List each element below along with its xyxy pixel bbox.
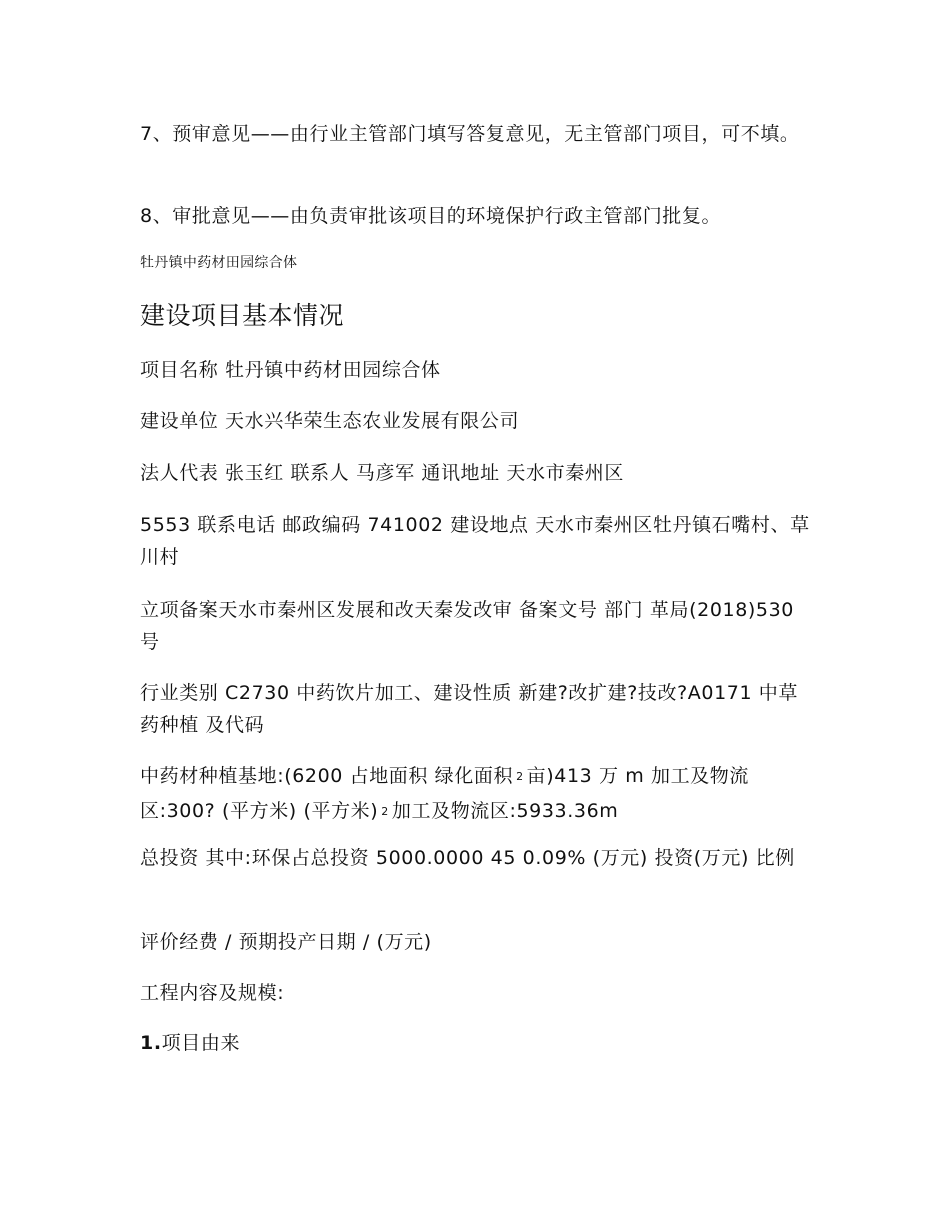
- area-text-1: 中药材种植基地:(6200 占地面积 绿化面积: [140, 765, 514, 787]
- area-superscript-1: 2: [516, 770, 524, 783]
- eval-fee-row: 评价经费 / 预期投产日期 / (万元): [140, 931, 432, 953]
- area-row: [140, 760, 810, 830]
- section-title: 建设项目基本情况: [140, 301, 345, 330]
- area-text-3: 加工及物流区:5933.36m: [391, 800, 619, 822]
- item-1-number: 1.: [140, 1032, 162, 1054]
- filing-row: 立项备案天水市秦州区发展和改天秦发改审 备案文号 部门 革局(2018)530 号: [140, 599, 794, 653]
- scope-heading: 工程内容及规模:: [140, 982, 285, 1004]
- item-1-text: 项目由来: [161, 1032, 241, 1054]
- project-name-row: 项目名称 牡丹镇中药材田园综合体: [140, 359, 441, 381]
- area-text-2: 亩)413 万 m 加工及物流区:300? (平方米) (平方米): [140, 765, 749, 822]
- area-superscript-2: 2: [381, 805, 389, 818]
- legal-rep-row: 法人代表 张玉红 联系人 马彦军 通讯地址 天水市秦州区: [140, 462, 624, 484]
- investment-row: 总投资 其中:环保占总投资 5000.0000 45 0.09% (万元) 投资(万元) 比例: [140, 847, 795, 869]
- industry-row: 行业类别 C2730 中药饮片加工、建设性质 新建?改扩建?技改?A0171 中草药种植 及代码: [140, 682, 798, 736]
- item-1-heading: [140, 1027, 810, 1059]
- project-caption: 牡丹镇中药材田园综合体: [140, 255, 298, 271]
- phone-location-row: 5553 联系电话 邮政编码 741002 建设地点 天水市秦州区牡丹镇石嘴村、草川村: [140, 514, 810, 568]
- builder-row: 建设单位 天水兴华荣生态农业发展有限公司: [140, 410, 520, 432]
- note-7: 7、预审意见——由行业主管部门填写答复意见，无主管部门项目，可不填。: [140, 123, 800, 145]
- note-8: 8、审批意见——由负责审批该项目的环境保护行政主管部门批复。: [140, 205, 722, 227]
